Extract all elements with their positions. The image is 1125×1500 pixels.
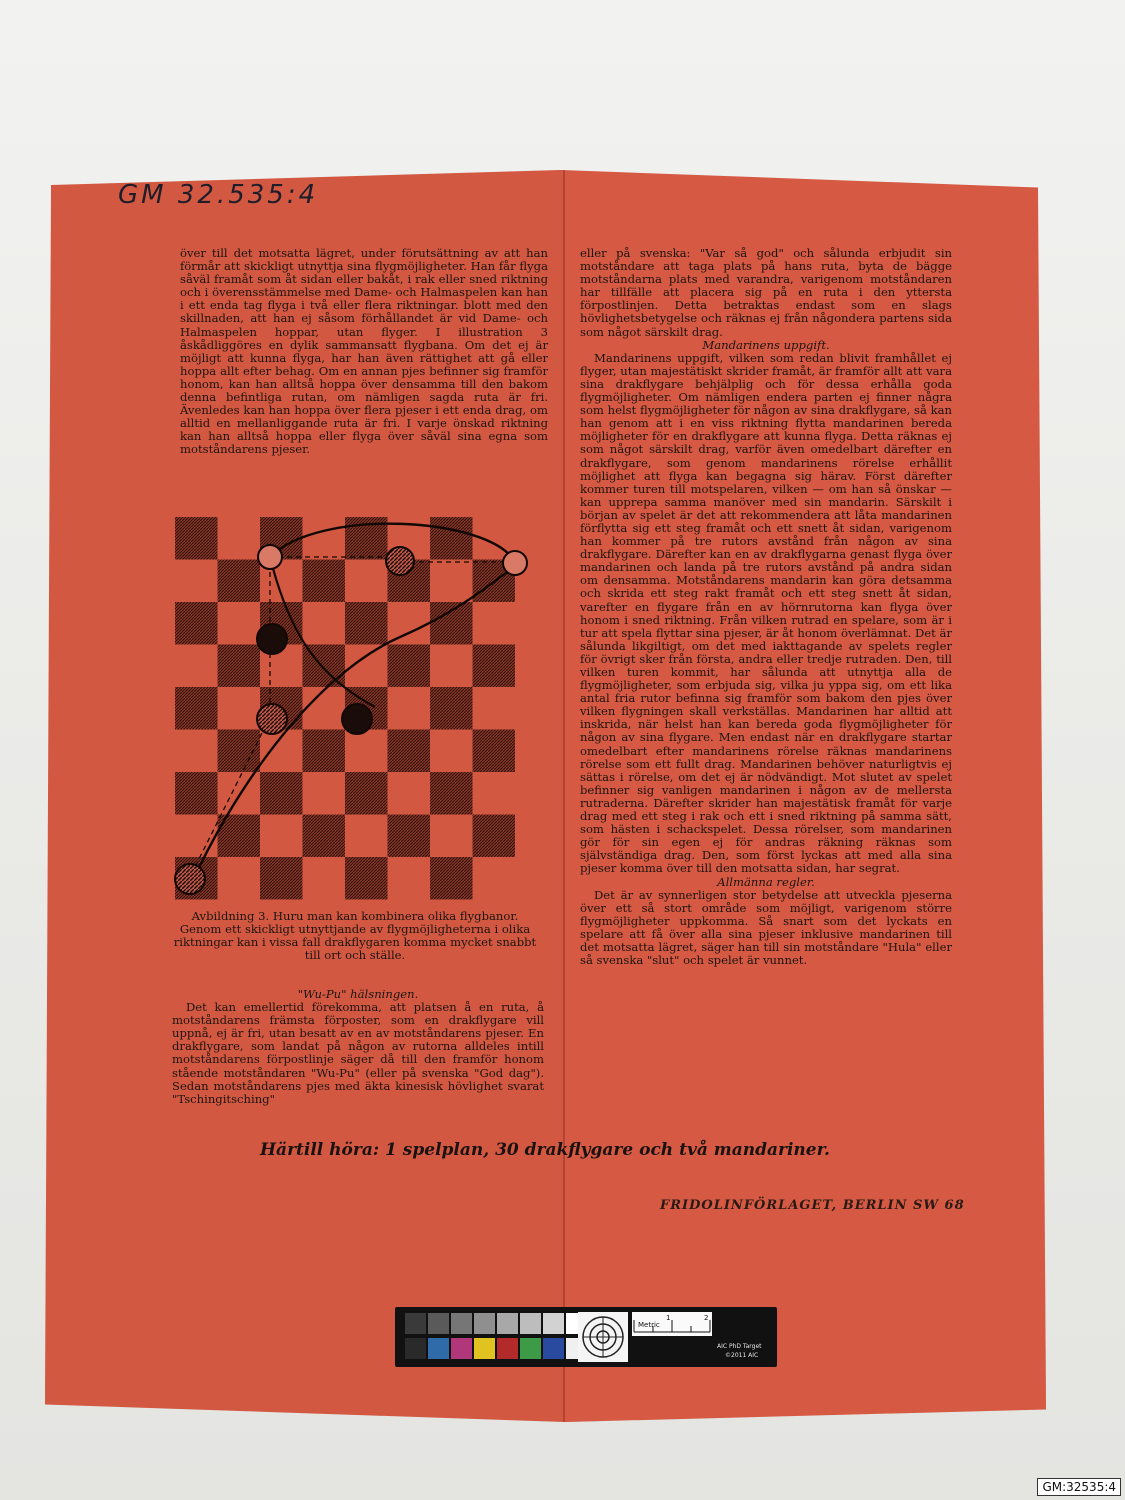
gray-patch bbox=[451, 1313, 472, 1334]
gray-patch bbox=[428, 1313, 449, 1334]
board-square bbox=[388, 772, 431, 815]
bullseye-icon bbox=[578, 1312, 628, 1362]
board-square bbox=[388, 645, 431, 688]
wupu-paragraph: Det kan emellertid förekomma, att platsen å en ruta, å motståndarens främsta förposter, som en drakflygare vill uppnå, ej är fri, utan besatt av en av motståndarens pjeser. En drakflygare, som landat på någon av rutorna alldeles intill motståndarens förpostlinje säger då till den framför honom stående motståndaren "Wu-Pu" (eller på svenska "God dag"). Sedan motståndarens pjes med äkta kinesisk hövlighet svarat "Tschingitsching" bbox=[172, 1000, 544, 1106]
board-square bbox=[430, 645, 473, 688]
board-square bbox=[388, 687, 431, 730]
board-square bbox=[345, 857, 388, 900]
landing-spot-1 bbox=[258, 545, 282, 569]
board-square bbox=[260, 772, 303, 815]
gray-patch bbox=[520, 1313, 541, 1334]
dark-piece-1 bbox=[257, 624, 287, 654]
board-square bbox=[473, 772, 516, 815]
hatched-piece-corner bbox=[175, 864, 205, 894]
right-paragraph-3: Det är av synnerligen stor betydelse att utveckla pjeserna över ett så stort område som möjligt, varigenom större flygmöjligheter uppkomma. Så snart som det lyckats en spelare att få över alla sina pjeser inklusive mandarinen till det motsatta lägret, säger han till sin motståndare "Hula" eller så svenska "slut" och spelet är vunnet. bbox=[580, 887, 952, 968]
gray-patch bbox=[497, 1313, 518, 1334]
board-square bbox=[303, 730, 346, 773]
board-square bbox=[473, 857, 516, 900]
board-squares bbox=[175, 517, 515, 900]
left-top-paragraph: över till det motsatta lägret, under förutsättning av att han förmår att skickligt utnyttja sina flygmöjligheter. Han får flyga såväl framåt som åt sidan eller bakåt, i rak eller sned riktning och i överensstämmelse med Dame- och Halmaspelen kan han i ett enda tag flyga i två eller flera riktningar. blott med den skillnaden, att han ej såsom förhållandet är vid Dame- och Halmaspelen hoppar, utan flyger. I illustration 3 åskådliggöres en dylik sammansatt flygbana. Om det ej är möjligt att kunna flyga, har han även rättighet att gå eller hoppa allt efter behag. Om en annan pjes befinner sig framför honom, kan han alltså hoppa över densamma till den bakom denna befintliga rutan, om nämligen sagda ruta är fri. Ävenledes kan han hoppa över flera pjeser i ett enda drag, om alltid en mellanliggande ruta är fri. I varje önskad riktning kan han alltså hoppa eller flyga över såväl sina egna som motståndarens pjeser. bbox=[180, 246, 548, 457]
board-square bbox=[303, 687, 346, 730]
board-square bbox=[430, 815, 473, 858]
contents-line: Härtill höra: 1 spelplan, 30 drakflygare och två mandariner. bbox=[260, 1140, 830, 1160]
ruler-mark-2: 2 bbox=[704, 1314, 709, 1322]
black-patch bbox=[405, 1338, 426, 1359]
gray-patch bbox=[543, 1313, 564, 1334]
landing-spot-2 bbox=[503, 551, 527, 575]
left-column-bottom bbox=[172, 988, 544, 1106]
board-square bbox=[430, 517, 473, 560]
target-copyright: ©2011 AIC bbox=[725, 1352, 759, 1359]
scale-ruler bbox=[632, 1312, 712, 1336]
board-square bbox=[175, 645, 218, 688]
left-column-top bbox=[180, 247, 548, 457]
gray-patch bbox=[405, 1313, 426, 1334]
yellow-patch bbox=[474, 1338, 495, 1359]
center-fold bbox=[563, 170, 565, 1422]
board-square bbox=[430, 560, 473, 603]
board-square bbox=[388, 815, 431, 858]
board-square bbox=[175, 815, 218, 858]
board-square bbox=[218, 687, 261, 730]
board-square bbox=[388, 602, 431, 645]
board-square bbox=[218, 560, 261, 603]
catalog-tag: GM:32535:4 bbox=[1037, 1478, 1121, 1496]
board-square bbox=[218, 517, 261, 560]
bullseye-target bbox=[578, 1312, 628, 1362]
board-square bbox=[303, 560, 346, 603]
board-square bbox=[218, 602, 261, 645]
board-square bbox=[345, 730, 388, 773]
board-square bbox=[430, 857, 473, 900]
board-square bbox=[430, 730, 473, 773]
board-square bbox=[175, 687, 218, 730]
board-square bbox=[260, 815, 303, 858]
board-square bbox=[388, 730, 431, 773]
right-paragraph-2: Mandarinens uppgift, vilken som redan blivit framhållet ej flyger, utan majestätiskt skrider framåt, är framför allt att vara sina drakflygare behjälplig och för dessa erhålla goda flygmöjligheter. Om nämligen endera parten ej finner några som helst flygmöjligheter för någon av sina drakflygare, så kan han genom att i en viss riktning flytta mandarinen bereda möjligheter för en drakflygare att kunna flyga. Detta räknas ej som något särskilt drag, varför även omedelbart därefter en drakflygare, som genom mandarinens rörelse erhållit möjlighet att flyga kan begagna sig härav. Först därefter kommer turen till motspelaren, vilken — om han så önskar — kan upprepa samma manöver med sin mandarin. Särskilt i början av spelet är det att rekommendera att låta mandarinen förflytta sig ett steg framåt och ett snett åt sidan, varigenom han kommer på tre rutors avstånd från någon av sina drakflygare. Därefter kan en av drakflygarna genast flyga över mandarinen och landa på tre rutors avstånd på andra sidan om densamma. Motståndarens mandarin kan göra detsamma och skrida ett steg rakt framåt och ett steg snett åt sidan, varefter en flygare från en av hörnrutorna kan flyga över honom i sned riktning. Från vilken rutrad en spelare, som är i tur att spela flyttar sina pjeser, är åt honom överlämnat. Det är sålunda likgiltigt, om det med iakttagande av spelets regler för övrigt sker från första, andra eller tredje rutraden. Den, till vilken turen kommit, har sålunda att utnyttja alla de flygmöjligheter, som erbjuda sig, vilka ju yppa sig, om ett lika antal fria rutor befinna sig framför som bakom den pjes över vilken flygningen skall verkställas. Mandarinen har alltid att inskrida, när helst han kan bereda goda flygmöjligheter för någon av sina flygare. Men endast när en drakflygare startar omedelbart efter mandarinens rörelse räknas mandarinens rörelse som ett fullt drag. Mandarinen behöver naturligtvis ej sättas i rörelse, om det ej är nödvändigt. Mot slutet av spelet befinner sig vanligen mandarinen i någon av de mellersta rutraderna. Därefter skrider han majestätisk framåt för varje drag med ett steg i rak och ett i sned riktning på samma sätt, som hästen i schackspelet. Dessa rörelser, som mandarinen gör för sin egen ej för andras räkning räknas som självständiga drag. Den, som först lyckas att med alla sina pjeser komma över till den motsatta sidan, har segrat. bbox=[580, 350, 952, 876]
board-square bbox=[175, 772, 218, 815]
dark-piece-2 bbox=[342, 704, 372, 734]
dark-blue-patch bbox=[543, 1338, 564, 1359]
mandarin-heading: Mandarinens uppgift. bbox=[702, 337, 830, 352]
board-square bbox=[430, 772, 473, 815]
board-square bbox=[175, 602, 218, 645]
board-square bbox=[430, 687, 473, 730]
green-patch bbox=[520, 1338, 541, 1359]
board-square bbox=[345, 602, 388, 645]
target-label: AIC PhD Target bbox=[717, 1343, 762, 1350]
board-square bbox=[218, 645, 261, 688]
board-square bbox=[473, 730, 516, 773]
magenta-patch bbox=[451, 1338, 472, 1359]
general-rules-heading: Allmänna regler. bbox=[717, 874, 815, 889]
red-patch bbox=[497, 1338, 518, 1359]
wupu-heading: "Wu-Pu" hälsningen. bbox=[297, 987, 419, 1001]
board-square bbox=[175, 730, 218, 773]
handwritten-catalog-number: GM 32.535:4 bbox=[118, 180, 319, 210]
board-square bbox=[473, 602, 516, 645]
gray-patch bbox=[474, 1313, 495, 1334]
board-square bbox=[303, 815, 346, 858]
board-square bbox=[345, 772, 388, 815]
board-square bbox=[175, 560, 218, 603]
board-square bbox=[388, 857, 431, 900]
board-square bbox=[345, 560, 388, 603]
board-square bbox=[303, 517, 346, 560]
hatched-piece-top bbox=[386, 547, 414, 575]
board-square bbox=[345, 815, 388, 858]
illustration-3-board bbox=[170, 497, 530, 907]
publisher-imprint: FRIDOLINFÖRLAGET, BERLIN SW 68 bbox=[660, 1198, 965, 1213]
hatched-piece-start bbox=[257, 704, 287, 734]
board-square bbox=[260, 857, 303, 900]
blue-patch bbox=[428, 1338, 449, 1359]
board-square bbox=[473, 645, 516, 688]
board-square bbox=[218, 857, 261, 900]
right-column bbox=[580, 247, 952, 967]
checkerboard-diagram bbox=[170, 497, 530, 907]
board-square bbox=[303, 602, 346, 645]
ruler-mark-1: 1 bbox=[666, 1314, 671, 1322]
board-square bbox=[303, 857, 346, 900]
board-square bbox=[303, 772, 346, 815]
ruler-unit: Metric bbox=[638, 1321, 660, 1329]
board-square bbox=[430, 602, 473, 645]
right-paragraph-1: eller på svenska: "Var så god" och sålunda erbjudit sin motståndare att taga plats på hans ruta, byta de bägge motståndarna plats med varandra, varigenom motståndaren har tillfälle att placera sig på en ruta i den yttersta förpostlinjen. Detta betraktas endast som en slags hövlighetsbetygelse och räknas ej från någondera partens sida som något särskilt drag. bbox=[580, 246, 952, 339]
board-square bbox=[473, 687, 516, 730]
board-square bbox=[175, 517, 218, 560]
board-square bbox=[473, 815, 516, 858]
illustration-caption: Avbildning 3. Huru man kan kombinera olika flygbanor. Genom ett skickligt utnyttjande av flygmöjligheterna i olika riktningar kan i vissa fall drakflygaren komma mycket snabbt till ort och ställe. bbox=[173, 909, 537, 963]
